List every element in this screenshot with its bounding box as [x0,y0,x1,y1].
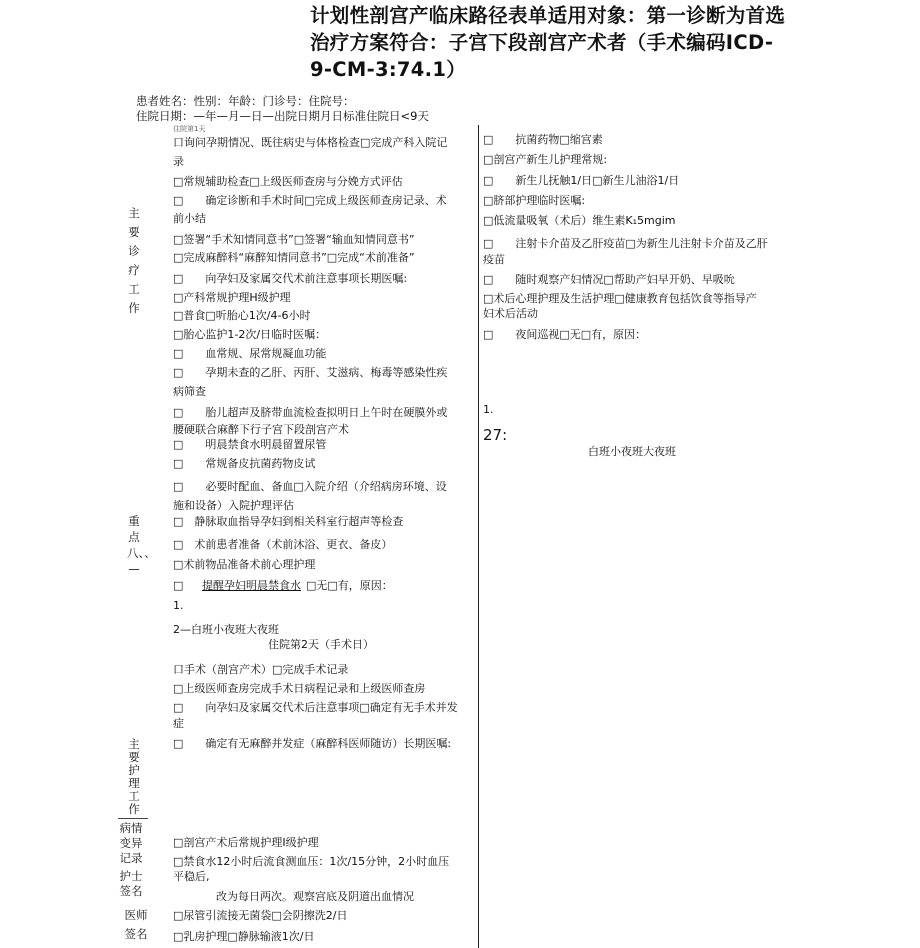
left-line: □ 静脉取血指导孕妇到相关科室行超声等检查 [173,515,404,528]
left-line: 2—白班小夜班大夜班 [173,623,279,636]
day1-label: 住院第1天 [173,125,206,133]
left-line: □ 向孕妇及家属交代术前注意事项长期医嘱: [173,272,408,285]
day2-line: □上级医师查房完成手术日病程记录和上级医师查房 [173,682,426,695]
left-line: □胎心监护1-2次/日临时医嘱： [173,328,327,341]
document-title: 计划性剖宫产临床路径表单适用对象：第一诊断为首选治疗方案符合：子宫下段剖宫产术者（手术编码ICD-9-CM-3:74.1） [310,4,786,81]
patient-info: 患者姓名：性别：年龄：门诊号：住院号： [136,94,355,108]
admission-dates: 住院日期：—年—月—日—出院日期月日标准住院日<9天 [136,109,429,123]
right-line: □ 新生儿抚触1/日□新生儿油浴1/日 [483,174,680,187]
left-line: □术前物品准备术前心理护理 [173,558,316,571]
day2-line: 症 [173,717,184,730]
right-line: □ 随时观察产妇情况□帮助产妇早开奶、早吸吮 [483,273,735,286]
left-line: □ 胎儿超声及脐带血流检查拟明日上午时在硬膜外或 [173,406,448,419]
left-line: □ 明晨禁食水明晨留置尿管 [173,438,327,451]
left-line: □ 常规备皮抗菌药物皮试 [173,457,316,470]
left-line: □无□有，原因： [306,579,393,592]
left-line: 施和设备）入院护理评估 [173,499,294,512]
day2-line: 口手术（剖宫产术）□完成手术记录 [173,663,349,676]
left-line: □ [173,579,195,592]
left-line: □产科常规护理H级护理 [173,291,291,304]
right-line: □ 抗菌药物□缩宫素 [483,133,603,146]
left-line: □签署“手术知情同意书”□签署“输血知情同意书” [173,233,415,246]
day2-line: □禁食水12小时后流食测血压：1次/15分钟，2小时血压 [173,855,450,868]
right-line: □ 夜间巡视□无□有，原因： [483,328,647,341]
right-line: □低流量吸氧（术后）维生素K₁5mgim [483,214,676,227]
left-line: 腰硬联合麻醉下行子宫下段剖宫产术 [173,423,349,436]
right-line: 疫苗 [483,253,505,266]
right-line: □剖宫产新生儿护理常规: [483,153,608,166]
day2-label: 住院第2天（手术日） [268,638,374,651]
label-main-work: 主要诊疗工作 [128,206,140,315]
right-line: □ 注射卡介苗及乙肝疫苗□为新生儿注射卡介苗及乙肝 [483,237,768,250]
day2-line: □乳房护理□静脉输液1次/日 [173,930,315,943]
day2-line: 改为每日两次。观察宫底及阴道出血情况 [216,890,414,903]
left-line: □ 孕期未查的乙肝、丙肝、艾滋病、梅毒等感染性疾 [173,366,448,379]
left-line: 提醒孕妇明晨禁食水 [202,579,301,592]
left-line: 1. [173,599,184,612]
row-divider [118,818,148,819]
right-line: 27: [483,426,508,444]
right-line: 妇术后活动 [483,307,538,320]
left-line: □ 确定诊断和手术时间□完成上级医师查房记录、术 [173,194,447,207]
right-line: 1. [483,403,494,416]
right-line: 白班小夜班大夜班 [588,445,676,458]
left-line: 录 [173,155,184,168]
label-doctor-sign: 医师签名 [124,908,148,941]
left-line: □普食□听胎心1次/4-6小时 [173,309,311,322]
day2-line: □ 向孕妇及家属交代术后注意事项□确定有无手术并发 [173,701,458,714]
left-line: □ 术前患者准备（术前沐浴、更衣、备皮） [173,538,393,551]
day2-line: □剖宫产术后常规护理I级护理 [173,836,319,849]
day2-line: □ 确定有无麻醉并发症（麻醉科医师随访）长期医嘱: [173,737,452,750]
left-line: □ 必要时配血、备血□入院介绍（介绍病房环境、设 [173,480,447,493]
left-line: 前小结 [173,212,206,225]
right-line: □脐部护理临时医嘱: [483,194,586,207]
left-line: □完成麻醉科“麻醉知情同意书”□完成“术前准备” [173,251,415,264]
label-nursing: 主要护理工作 [128,737,140,816]
day2-line: □尿管引流接无菌袋□会阴擦洗2/日 [173,909,348,922]
left-line: □ 血常规、尿常规凝血功能 [173,347,327,360]
right-line: □术后心理护理及生活护理□健康教育包括饮食等指导产 [483,292,757,305]
column-divider [478,125,479,948]
left-line: 病筛查 [173,385,206,398]
day2-line: 平稳后, [173,870,210,883]
label-nurse-sign: 护士签名 [119,869,143,898]
label-key: 重点八、、— [127,514,156,576]
left-line: □常规辅助检查□上级医师查房与分娩方式评估 [173,175,403,188]
label-variance: 病情变异记录 [119,821,143,865]
left-line: 口询问孕期情况、既往病史与体格检查□完成产科入院记 [173,136,448,149]
